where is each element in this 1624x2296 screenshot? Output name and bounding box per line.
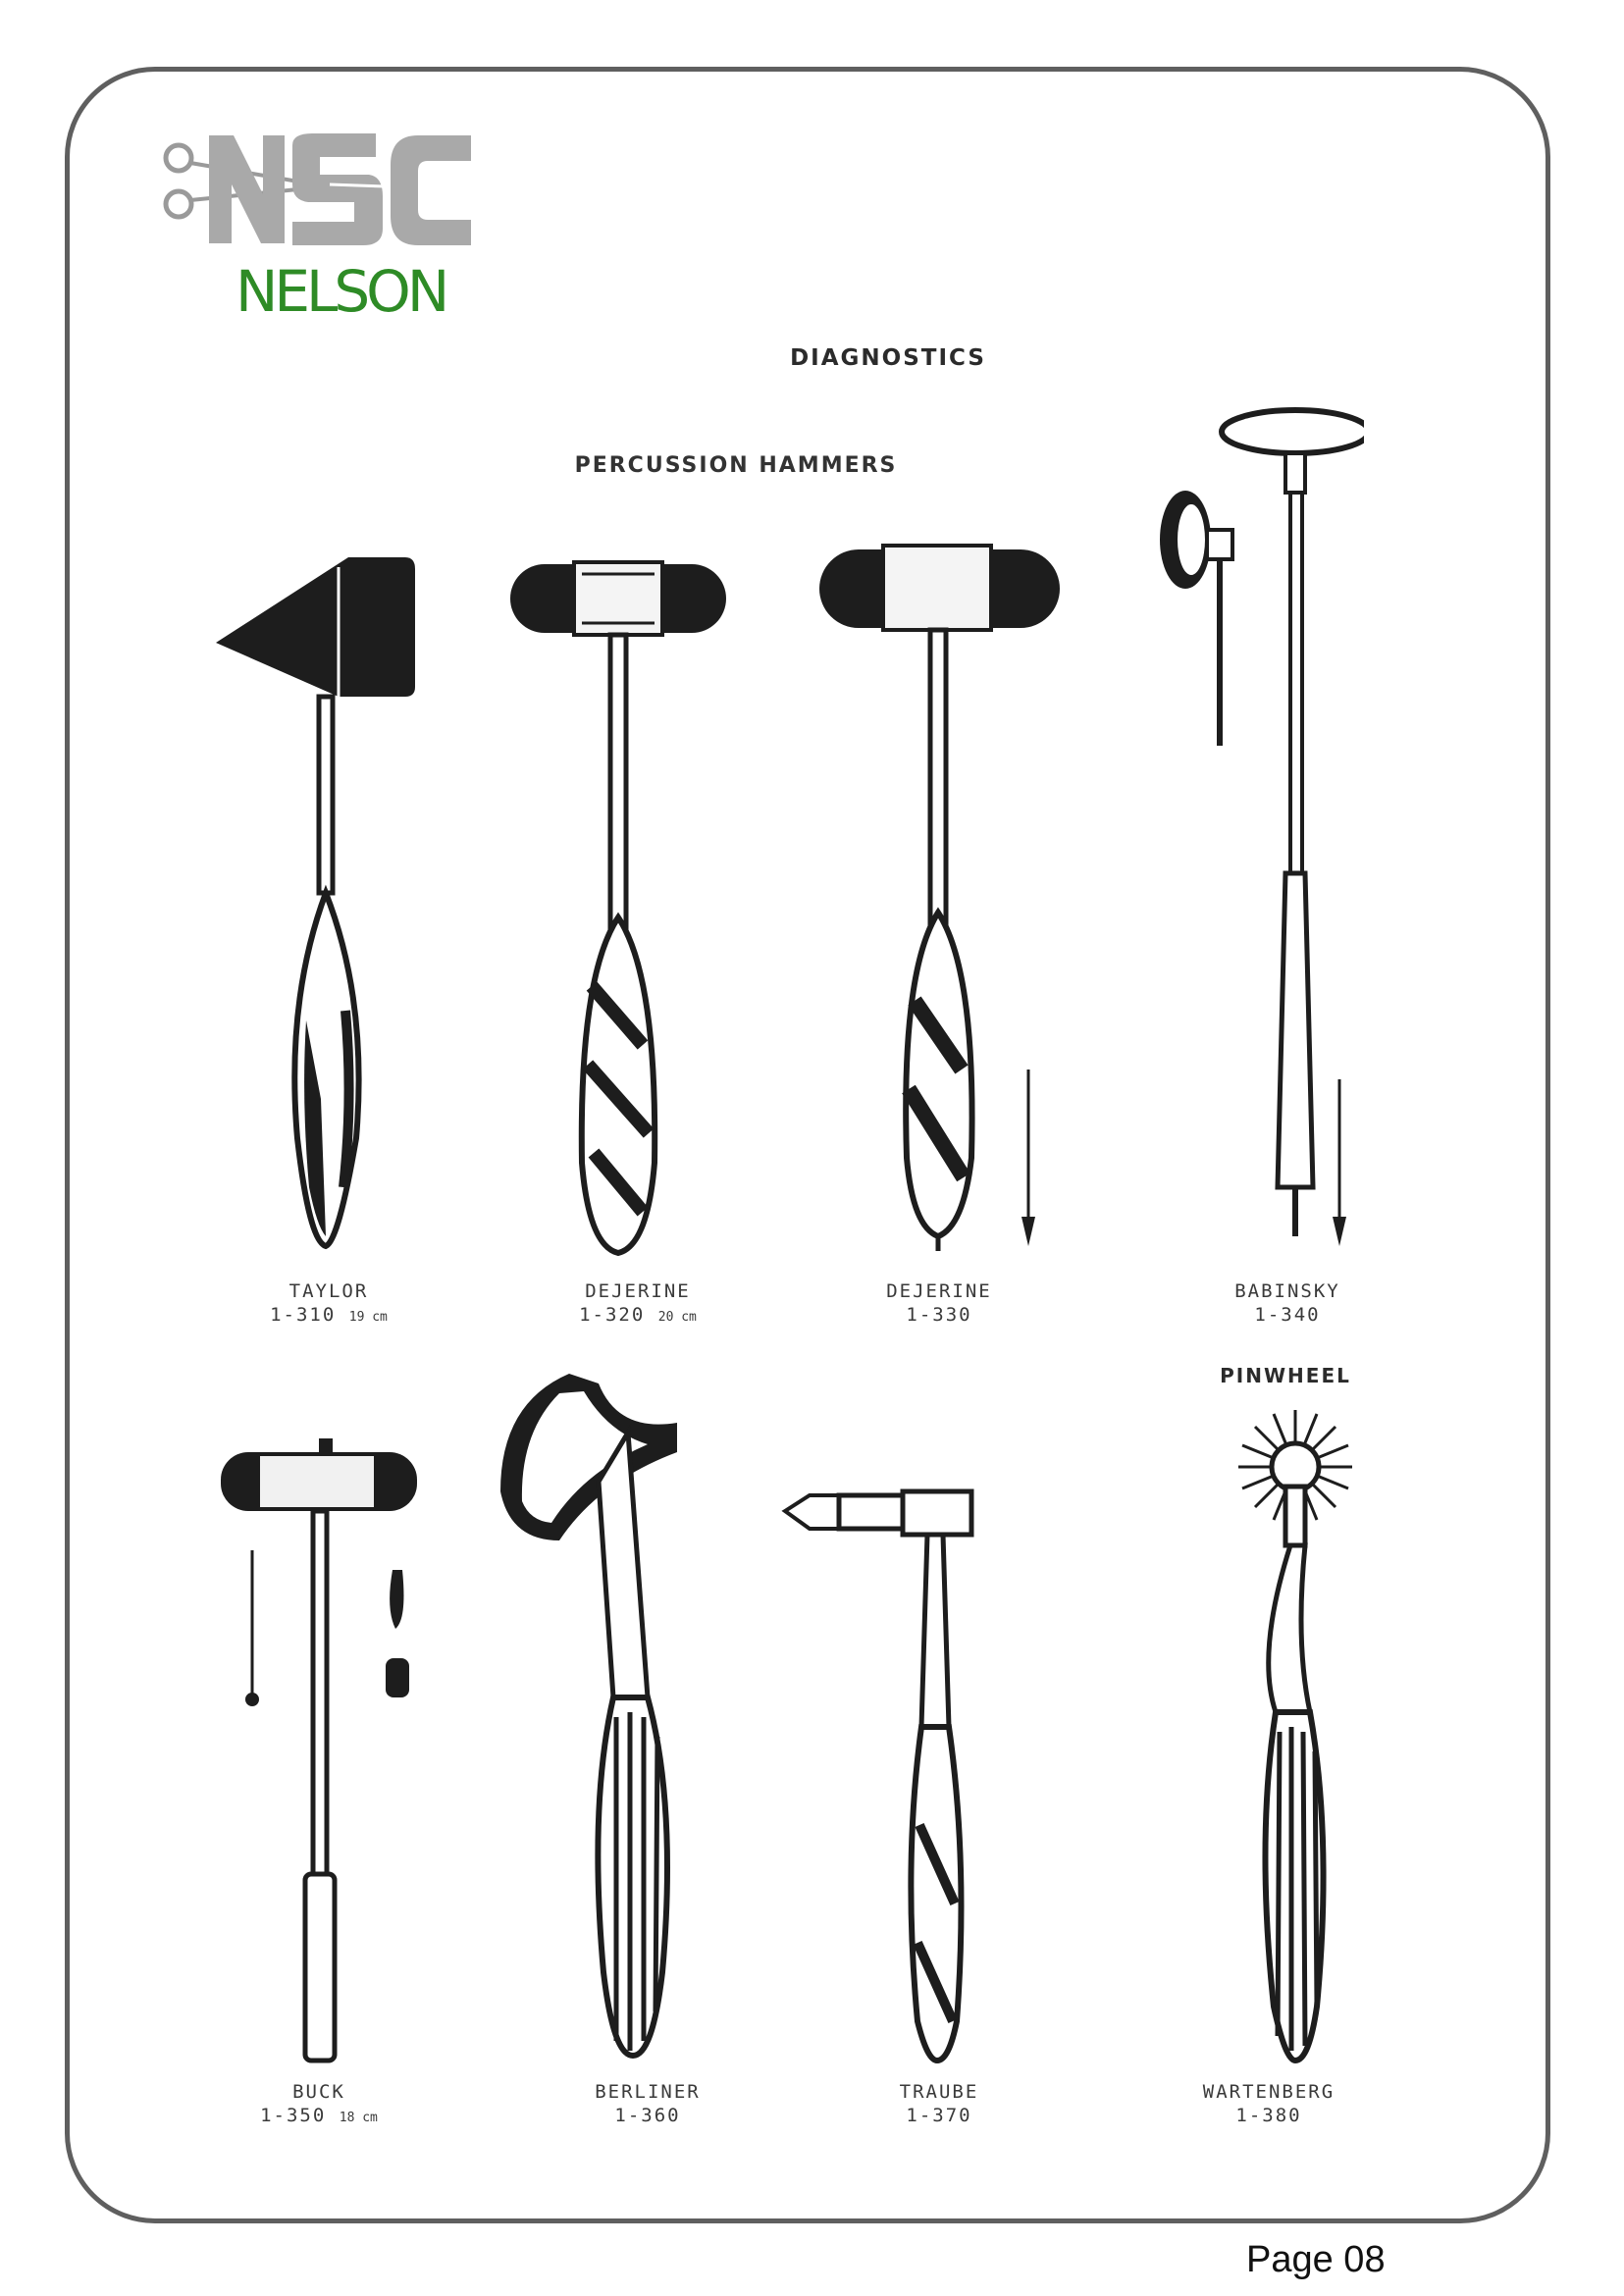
item-name: DEJERINE xyxy=(585,1280,691,1302)
item-name: TAYLOR xyxy=(288,1280,369,1302)
babinsky-hammer-icon xyxy=(1148,402,1364,1266)
item-name: TRAUBE xyxy=(899,2081,979,2103)
dejerine-hammer-needle-icon xyxy=(814,540,1060,1256)
item-size: 20 cm xyxy=(657,1310,697,1325)
section-title: DIAGNOSTICS xyxy=(790,345,986,371)
item-code: 1-340 xyxy=(1254,1304,1321,1326)
item-caption-taylor xyxy=(201,1279,456,1330)
wartenberg-pinwheel-icon xyxy=(1207,1398,1384,2070)
item-code: 1-370 xyxy=(906,2105,972,2126)
item-code: 1-380 xyxy=(1235,2105,1302,2126)
item-code: 1-310 xyxy=(270,1304,337,1326)
dejerine-hammer-icon xyxy=(505,554,731,1261)
item-caption-berliner xyxy=(520,2080,775,2127)
item-caption-dejerine-1320 xyxy=(510,1279,765,1330)
item-code: 1-360 xyxy=(614,2105,681,2126)
item-code: 1-350 xyxy=(260,2105,327,2126)
item-caption-babinsky xyxy=(1160,1279,1415,1327)
berliner-hammer-icon xyxy=(491,1364,707,2070)
item-size: 18 cm xyxy=(339,2111,378,2125)
page-number: Page 08 xyxy=(1246,2239,1386,2280)
item-code: 1-320 xyxy=(579,1304,646,1326)
item-name: DEJERINE xyxy=(886,1280,992,1302)
pinwheel-heading: PINWHEEL xyxy=(1220,1364,1351,1387)
item-name: WARTENBERG xyxy=(1202,2081,1336,2103)
item-name: BABINSKY xyxy=(1234,1280,1340,1302)
item-code: 1-330 xyxy=(906,1304,972,1326)
brand-name: NELSON xyxy=(236,258,446,325)
item-caption-wartenberg xyxy=(1141,2080,1396,2127)
item-caption-dejerine-1330 xyxy=(812,1279,1067,1327)
subsection-title: PERCUSSION HAMMERS xyxy=(574,453,898,478)
item-size: 19 cm xyxy=(348,1310,388,1325)
traube-hammer-icon xyxy=(780,1472,996,2070)
item-name: BERLINER xyxy=(595,2081,701,2103)
buck-hammer-icon xyxy=(211,1433,427,2070)
item-caption-traube xyxy=(812,2080,1067,2127)
item-caption-buck xyxy=(191,2080,446,2130)
item-name: BUCK xyxy=(292,2081,345,2103)
taylor-hammer-icon xyxy=(211,549,417,1256)
